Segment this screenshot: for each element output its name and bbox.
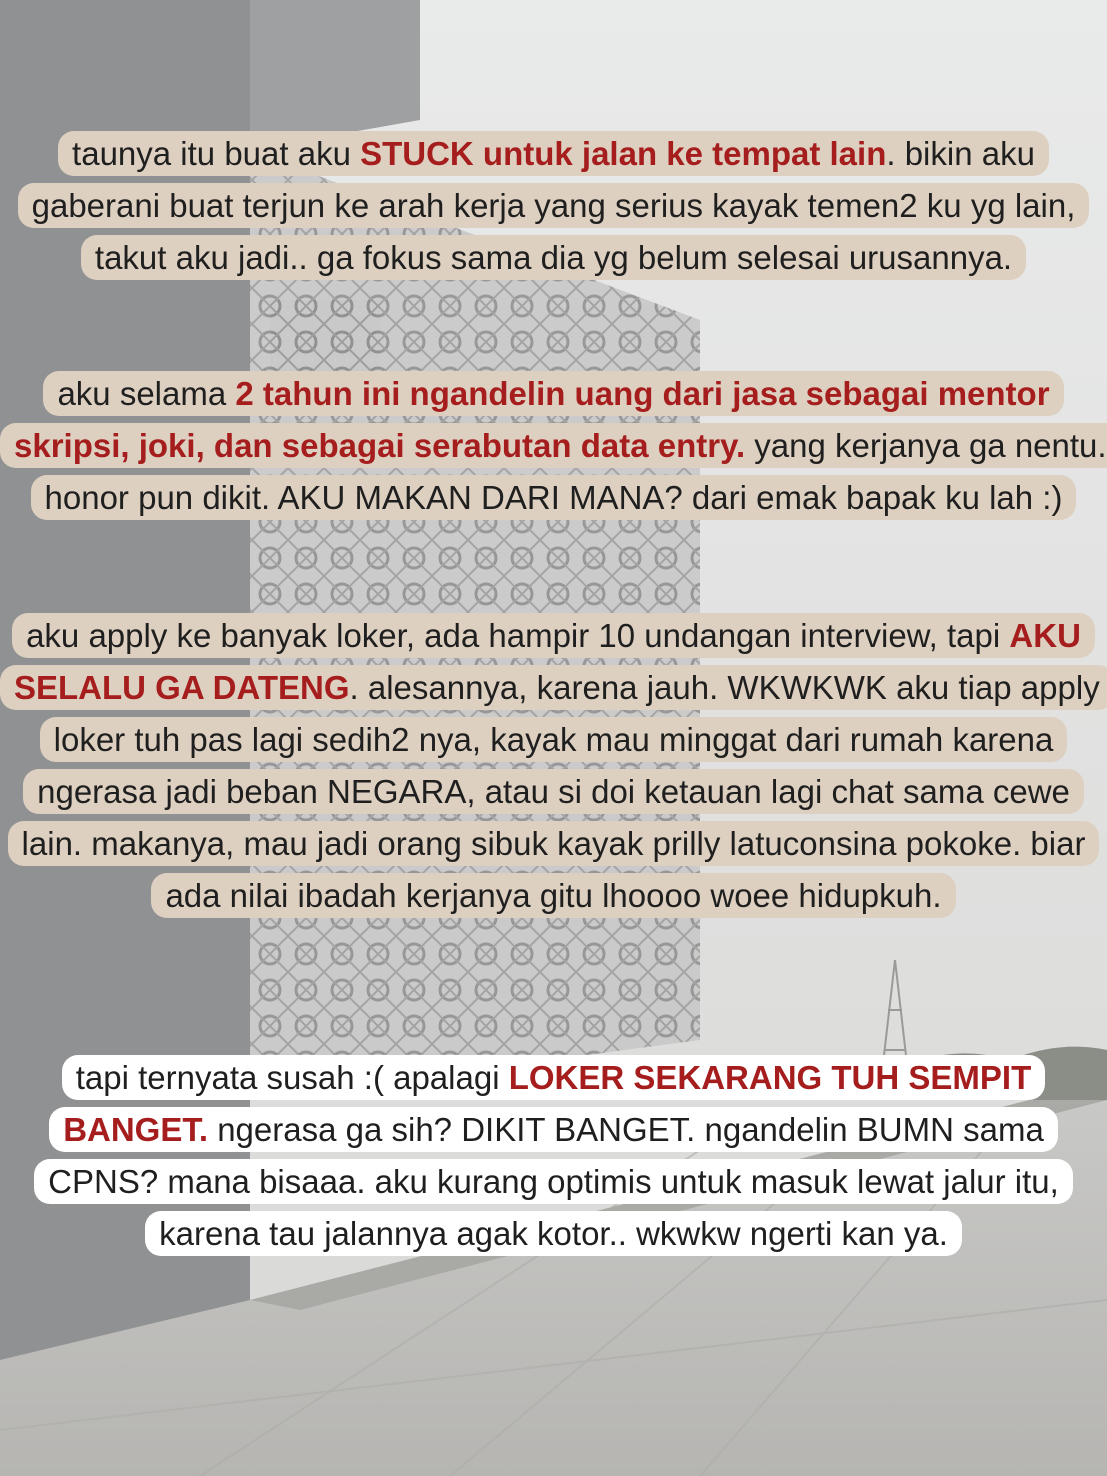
text-segment: tapi ternyata susah :( apalagi	[75, 1059, 509, 1096]
speech-bubble-2	[0, 371, 1107, 520]
text-segment: . alesannya, karena jauh. WKWKWK aku tiap apply loker tuh pas lagi sedih2 nya, kayak mau minggat dari rumah karena ngerasa jadi beban NEGARA, atau si doi ketauan lagi chat sama cewe lain. makanya, mau jadi orang sibuk kayak prilly latuconsina pokoke. biar ada nilai ibadah kerjanya gitu lhoooo woee hidupkuh.	[21, 669, 1100, 914]
speech-bubble-4	[34, 1055, 1073, 1256]
speech-bubble-1	[18, 131, 1090, 280]
paragraph-1	[0, 128, 1107, 284]
text-segment: yang kerjanya ga nentu. honor pun dikit. AKU MAKAN DARI MANA? dari emak bapak ku lah :)	[44, 427, 1107, 516]
emphasis-text: LOKER SEKARANG TUH SEMPIT BANGET.	[63, 1059, 1032, 1148]
emphasis-text: STUCK untuk jalan ke tempat lain	[360, 135, 887, 172]
speech-bubble-3	[0, 613, 1107, 918]
paragraph-4	[0, 1052, 1107, 1260]
text-segment: taunya itu buat aku	[72, 135, 361, 172]
text-segment: . bikin aku gaberani buat terjun ke arah kerja yang serius kayak temen2 ku yg lain, takut aku jadi.. ga fokus sama dia yg belum selesai urusannya.	[31, 135, 1076, 276]
paragraph-2	[0, 368, 1107, 524]
paragraph-3	[0, 610, 1107, 922]
text-segment: aku selama	[57, 375, 236, 412]
emphasis-text: 2 tahun ini ngandelin uang dari jasa sebagai mentor skripsi, joki, dan sebagai serabutan data entry.	[14, 375, 1050, 464]
text-segment: aku apply ke banyak loker, ada hampir 10 undangan interview, tapi	[26, 617, 1010, 654]
text-segment: ngerasa ga sih? DIKIT BANGET. ngandelin BUMN sama CPNS? mana bisaaa. aku kurang optimis untuk masuk lewat jalur itu, karena tau jalannya agak kotor.. wkwkw ngerti kan ya.	[48, 1111, 1059, 1252]
emphasis-text: AKU SELALU GA DATENG	[14, 617, 1081, 706]
